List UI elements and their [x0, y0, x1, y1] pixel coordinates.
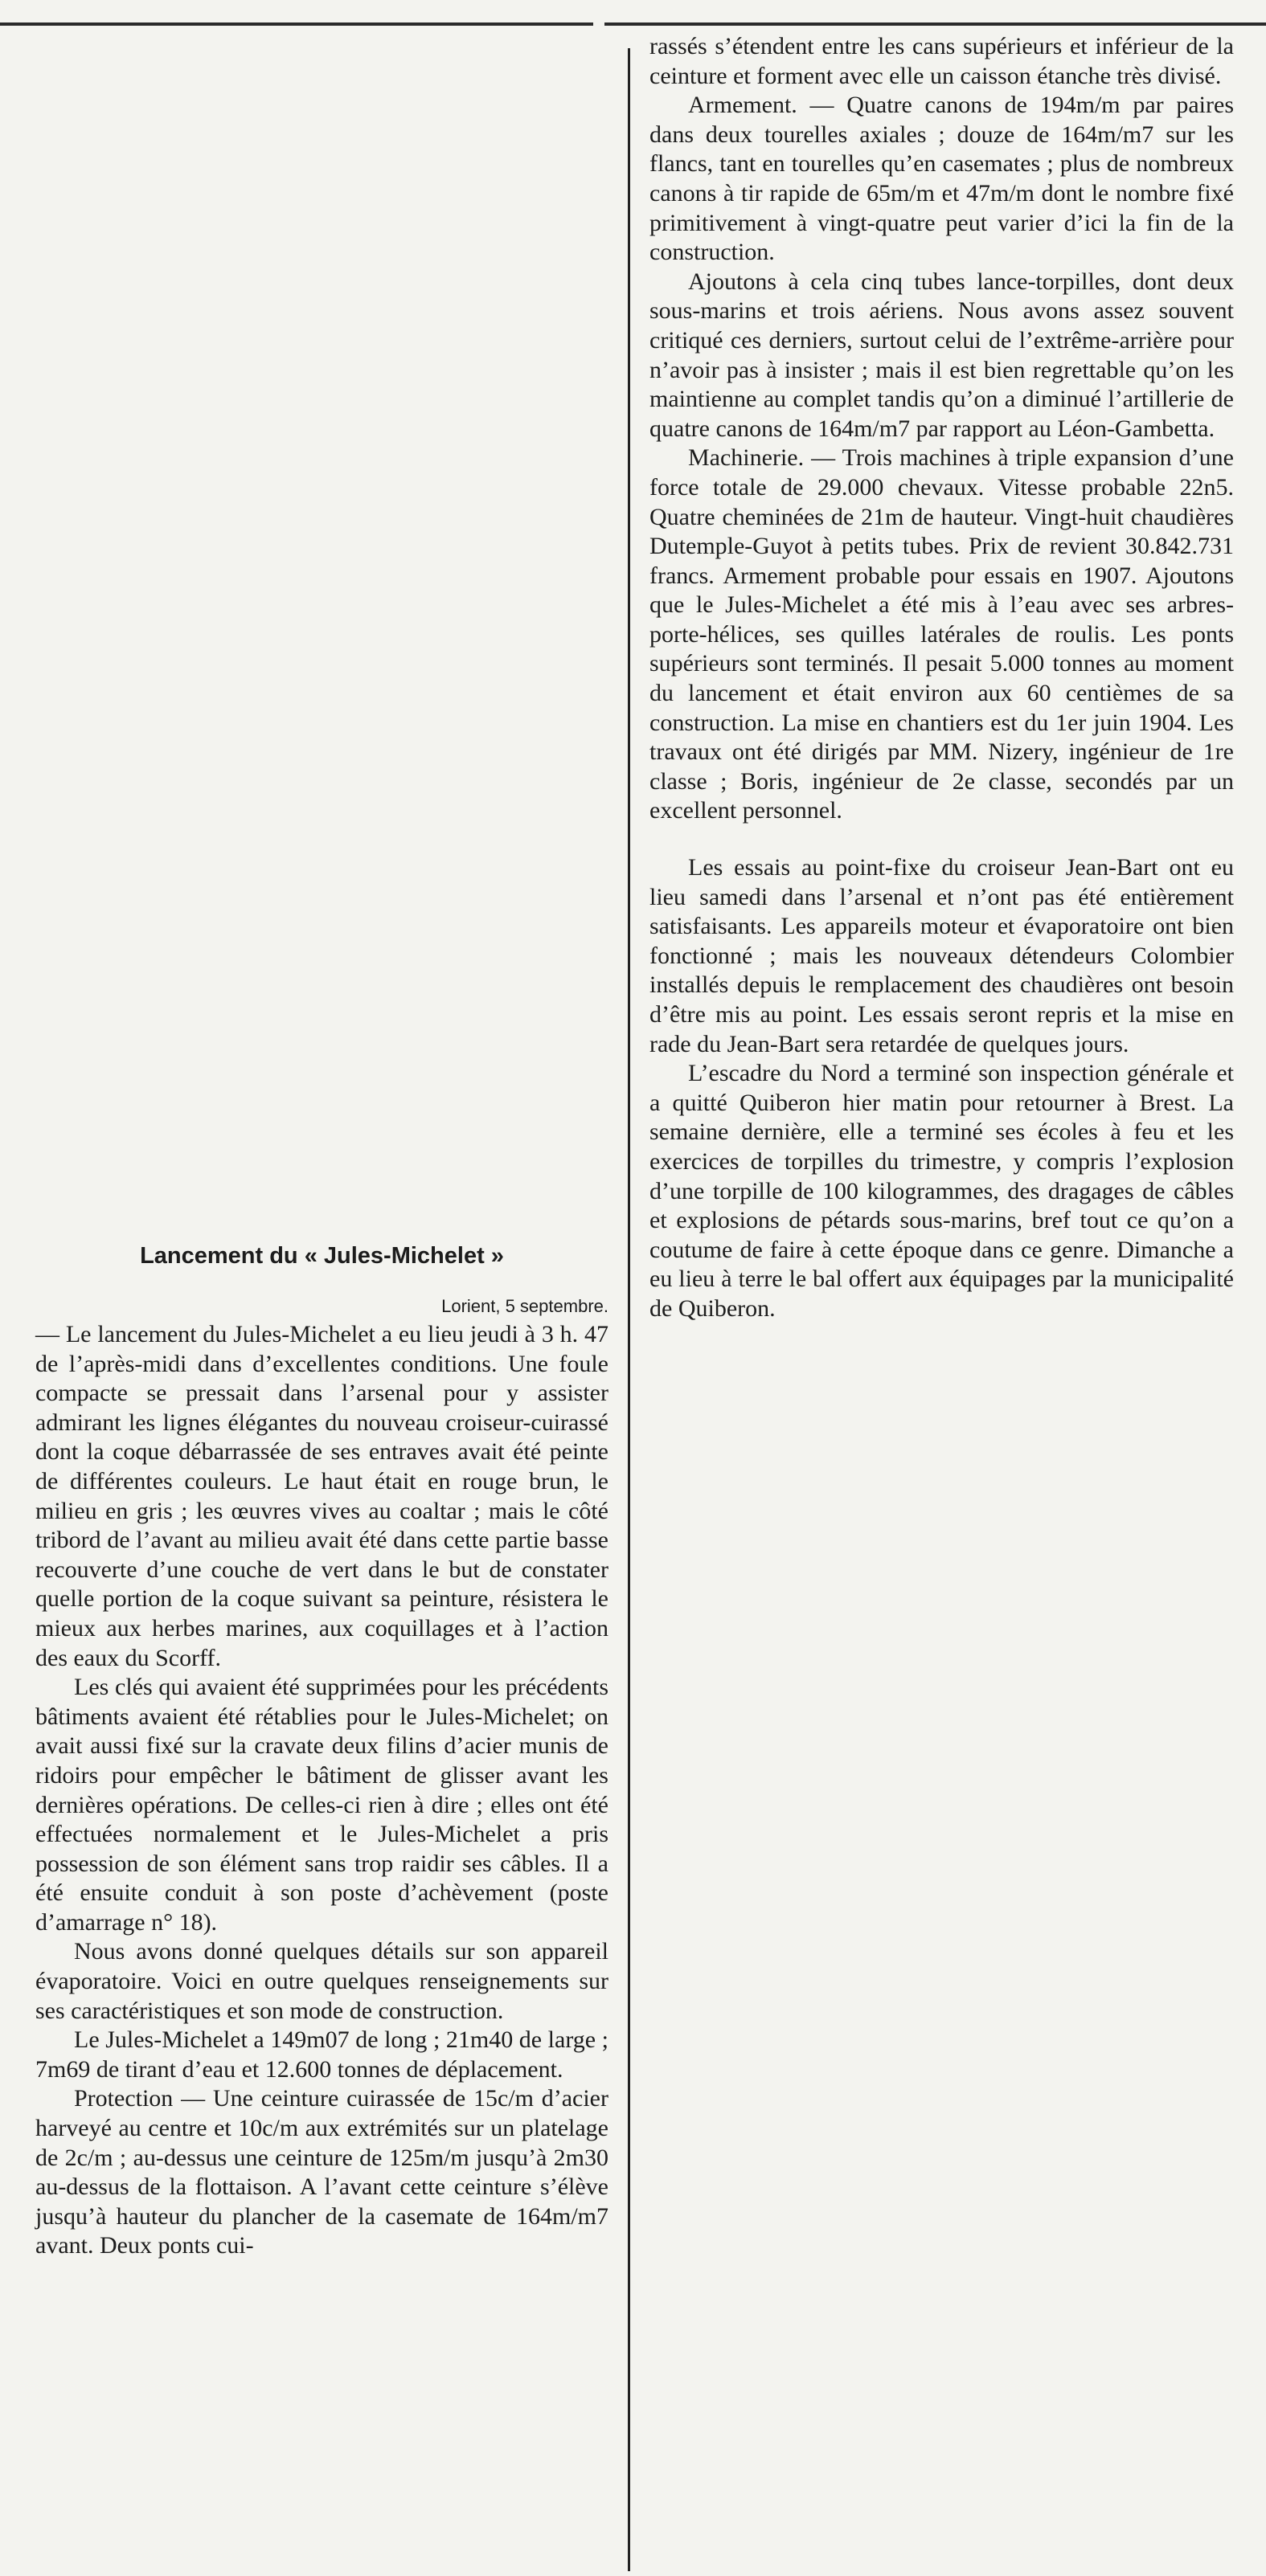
- paragraph: Nous avons donné quelques détails sur son appareil évaporatoire. Voici en outre quelques renseignements sur ses caractéristiques et son mode de construction.: [35, 1938, 608, 2024]
- top-rule-left: [0, 22, 593, 26]
- dateline: Lorient, 5 septembre.: [441, 1296, 608, 1316]
- column-divider: [628, 48, 630, 2571]
- paragraph: Ajoutons à cela cinq tubes lance-torpilles, dont deux sous-marins et trois aériens. Nous avons assez souvent critiqué ces derniers, surtout celui de l’extrême-arrière pour n’avoir pas à insister ; mais il est bien regrettable qu’on les maintienne au complet tandis qu’on a diminué l’artillerie de quatre canons de 164m/m7 par rapport au Léon-Gambetta.: [649, 268, 1234, 442]
- paragraph: Le Jules-Michelet a 149m07 de long ; 21m40 de large ; 7m69 de tirant d’eau et 12.600 tonnes de déplacement.: [35, 2026, 608, 2083]
- left-column: [35, 1241, 608, 2261]
- top-rule-right: [604, 22, 1266, 26]
- paragraph: — Le lancement du Jules-Michelet a eu lieu jeudi à 3 h. 47 de l’après-midi dans d’excellentes conditions. Une foule compacte se pressait dans l’arsenal pour y assister admirant les lignes élégantes du nouveau croiseur-cuirassé dont la coque débarrassée de ses entraves avait été peinte de différentes couleurs. Le haut était en rouge brun, le milieu en gris ; les œuvres vives au coaltar ; mais le côté tribord de l’avant au milieu avait été dans cette partie basse recouverte d’une couche de vert dans le but de constater quelle portion de la coque suivant sa peinture, résistera le mieux aux herbes marines, aux coquillages et à l’action des eaux du Scorff.: [35, 1321, 608, 1671]
- paragraph: Protection — Une ceinture cuirassée de 15c/m d’acier harveyé au centre et 10c/m aux extrémités sur un platelage de 2c/m ; au-dessus une ceinture de 125m/m jusqu’à 2m30 au-dessus de la flottaison. A l’avant cette ceinture s’élève jusqu’à hauteur du plancher de la casemate de 164m/m7 avant. Deux ponts cui-: [35, 2085, 608, 2259]
- paragraph-gap: [649, 826, 1234, 853]
- right-column: [649, 32, 1234, 1324]
- paragraph: Les clés qui avaient été supprimées pour les précédents bâtiments avaient été rétablies pour le Jules-Michelet; on avait aussi fixé sur la cravate deux filins d’acier munis de ridoirs pour empêcher le bâtiment de glisser avant les dernières opérations. De celles-ci rien à dire ; elles ont été effectuées normalement et le Jules-Michelet a pris possession de son élément sans trop raidir ses câbles. Il a été ensuite conduit à son poste d’achèvement (poste d’amarrage n° 18).: [35, 1674, 608, 1936]
- paragraph: rassés s’étendent entre les cans supérieurs et inférieur de la ceinture et forment avec elle un caisson étanche très divisé.: [649, 33, 1234, 89]
- paragraph: L’escadre du Nord a terminé son inspection générale et a quitté Quiberon hier matin pour retourner à Brest. La semaine dernière, elle a terminé ses écoles à feu et les exercices de torpilles du trimestre, y compris l’explosion d’une torpille de 100 kilogrammes, des dragages de câbles et explosions de pétards sous-marins, bref tout ce qu’on a coutume de faire à cette époque dans ce genre. Dimanche a eu lieu à terre le bal offert aux équipages par la municipalité de Quiberon.: [649, 1060, 1234, 1322]
- article-title: Lancement du « Jules-Michelet »: [140, 1243, 504, 1269]
- paragraph: Machinerie. — Trois machines à triple expansion d’une force totale de 29.000 chevaux. Vitesse probable 22n5. Quatre cheminées de 21m de hauteur. Vingt-huit chaudières Dutemple-Guyot à petits tubes. Prix de revient 30.842.731 francs. Armement probable pour essais en 1907. Ajoutons que le Jules-Michelet a été mis à l’eau avec ses arbres-porte-hélices, ses quilles latérales de roulis. Les ponts supérieurs sont terminés. Il pesait 5.000 tonnes au moment du lancement et était environ aux 60 centièmes de sa construction. La mise en chantiers est du 1er juin 1904. Les travaux ont été dirigés par MM. Nizery, ingénieur de 1re classe ; Boris, ingénieur de 2e classe, secondés par un excellent personnel.: [649, 444, 1234, 824]
- paragraph: Armement. — Quatre canons de 194m/m par paires dans deux tourelles axiales ; douze de 164m/m7 sur les flancs, tant en tourelles qu’en casemates ; plus de nombreux canons à tir rapide de 65m/m et 47m/m dont le nombre fixé primitivement à vingt-quatre peut varier d’ici la fin de la construction.: [649, 92, 1234, 266]
- paragraph: Les essais au point-fixe du croiseur Jean-Bart ont eu lieu samedi dans l’arsenal et n’ont pas été entièrement satisfaisants. Les appareils moteur et évaporatoire ont bien fonctionné ; mais les nouveaux détendeurs Colombier installés depuis le remplacement des chaudières ont besoin d’être mis au point. Les essais seront repris et la mise en rade du Jean-Bart sera retardée de quelques jours.: [649, 854, 1234, 1057]
